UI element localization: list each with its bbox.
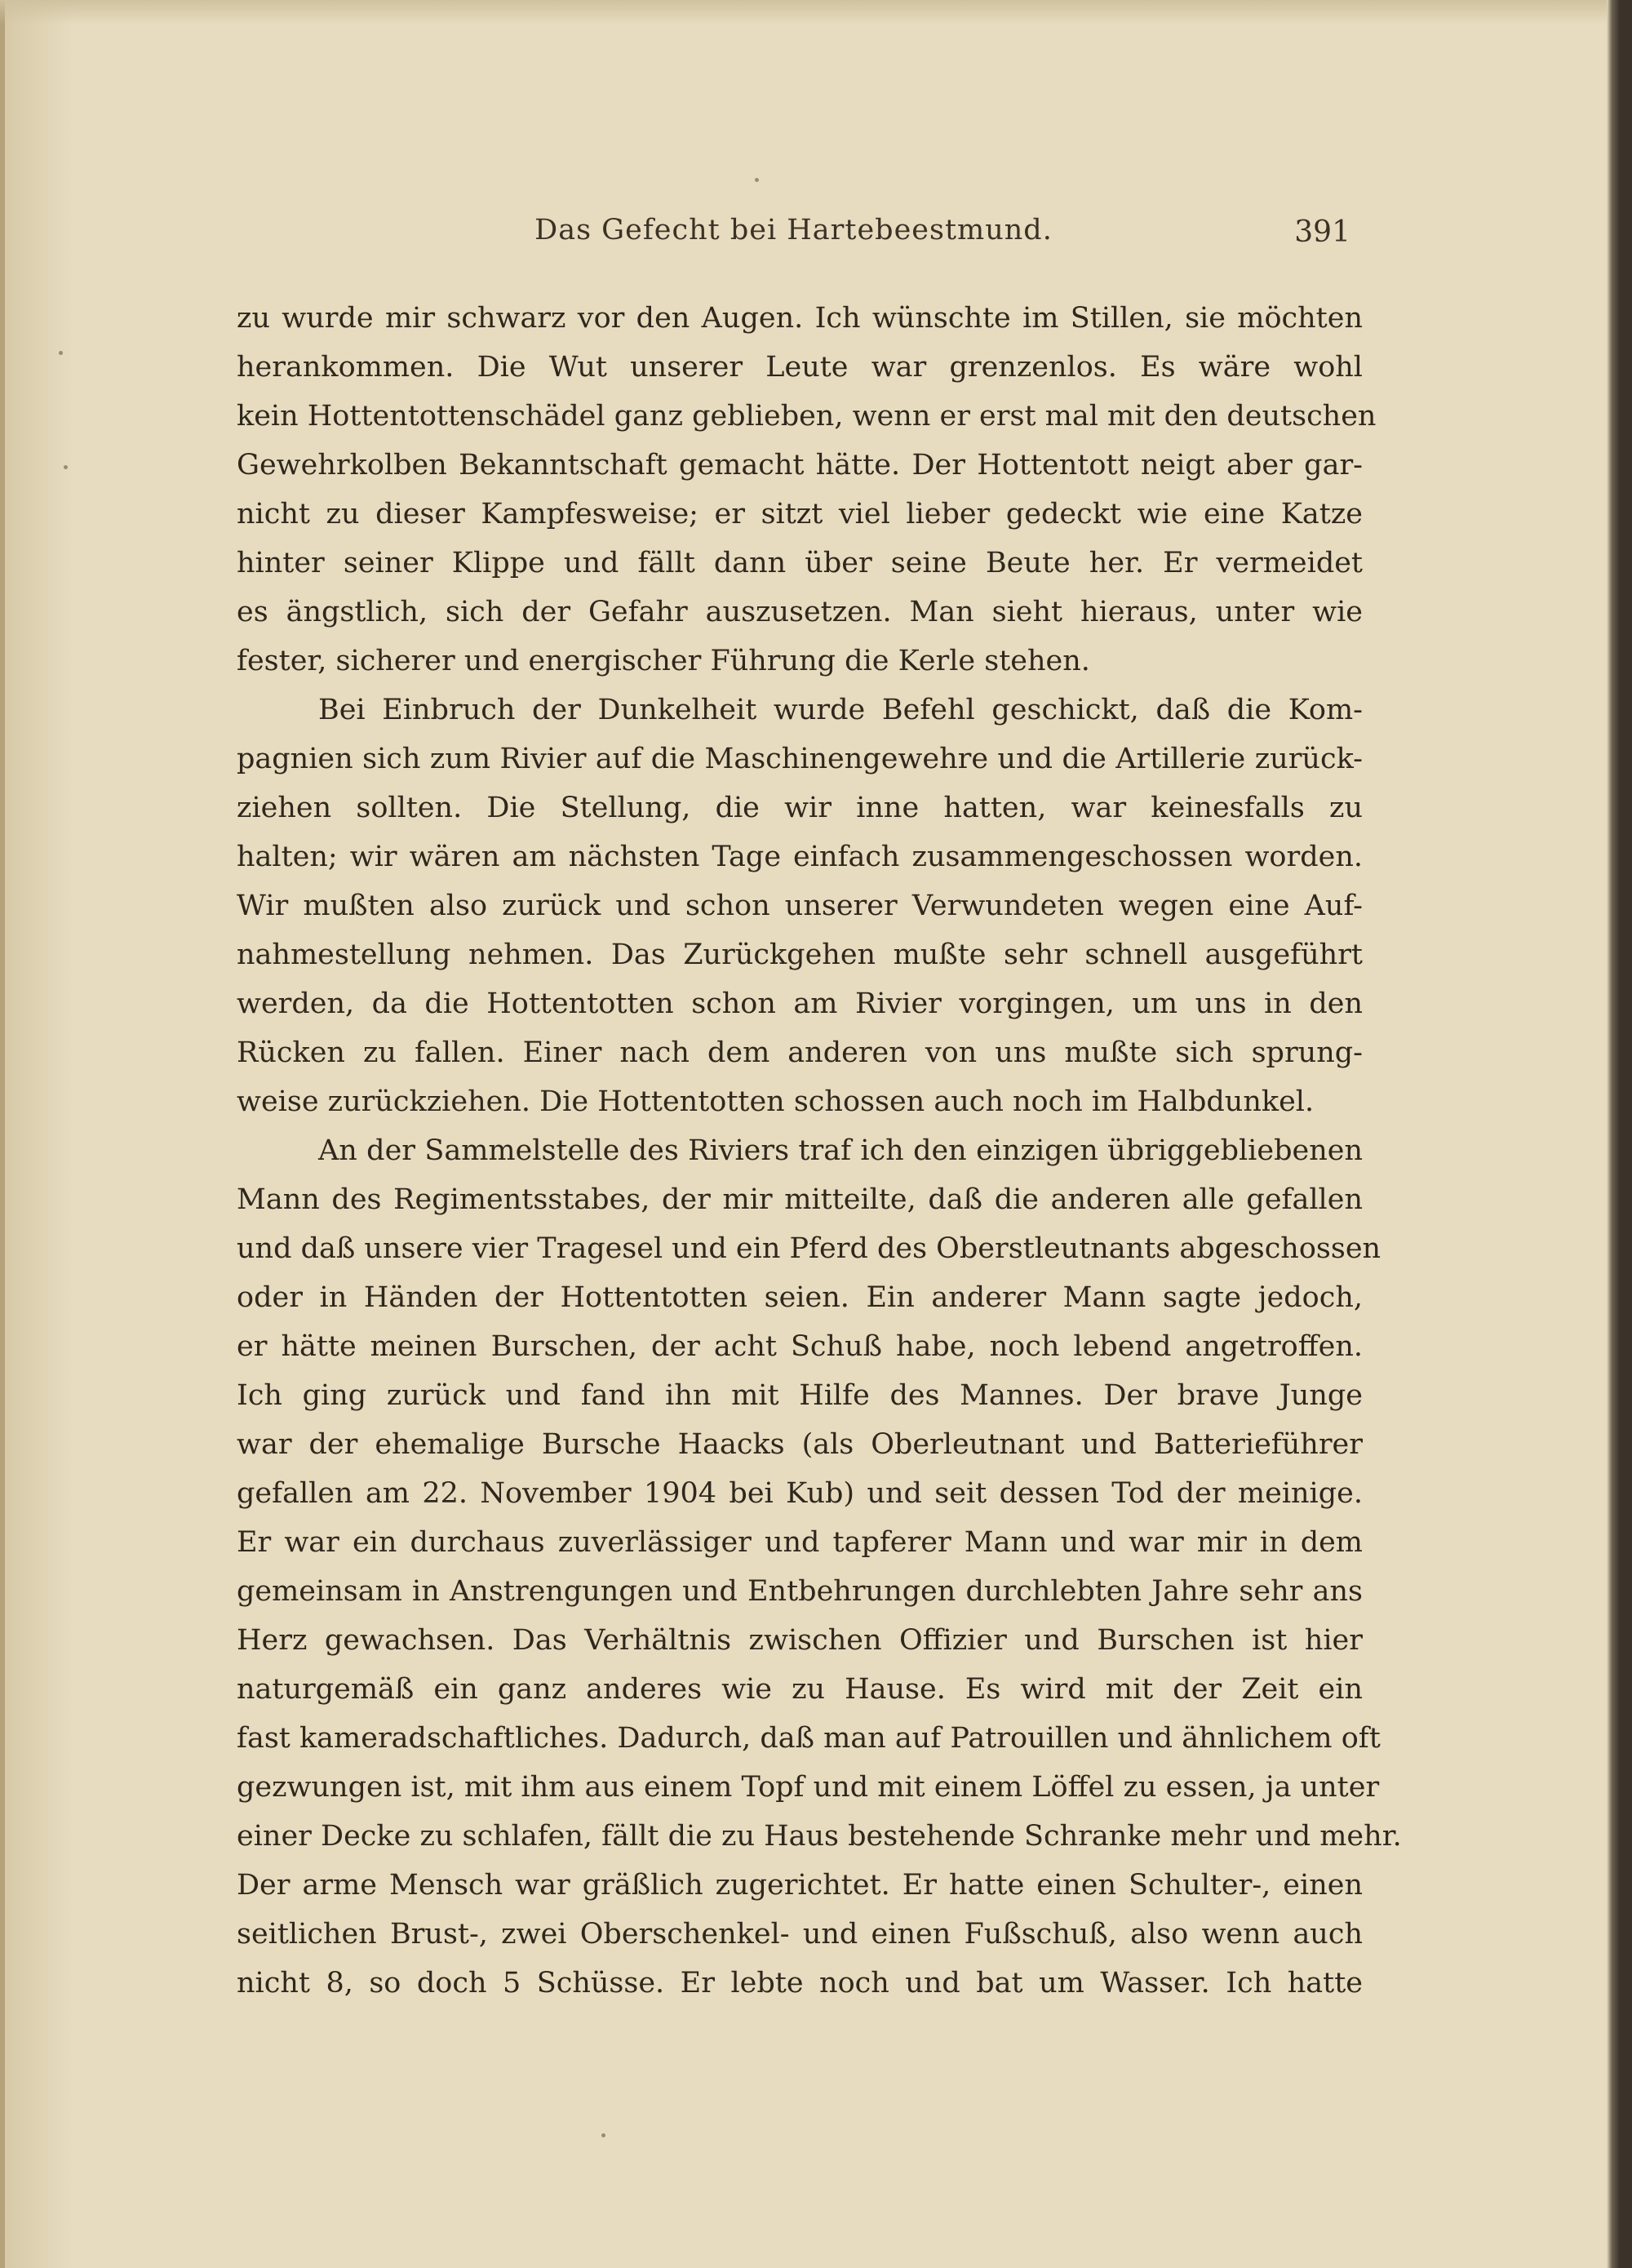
- binding-edge: [0, 0, 5, 2268]
- text-line: einer Decke zu schlafen, fällt die zu Haus bestehende Schranke mehr und mehr.: [237, 1820, 1402, 1853]
- running-title: Das Gefecht bei Hartebeestmund.: [534, 214, 1053, 246]
- text-line: Ich ging zurück und fand ihn mit Hilfe des Mannes. Der brave Junge: [237, 1379, 1363, 1412]
- text-line: ziehen sollten. Die Stellung, die wir inne hatten, war keinesfalls zu: [237, 792, 1363, 824]
- body-text: [237, 294, 1402, 2008]
- paper-speck: [59, 351, 63, 355]
- gutter-shadow: [0, 0, 73, 2268]
- text-line: halten; wir wären am nächsten Tage einfach zusammengeschossen worden.: [237, 841, 1363, 873]
- text-line: gemeinsam in Anstrengungen und Entbehrungen durchlebten Jahre sehr ans: [237, 1575, 1363, 1608]
- paper-speck: [64, 465, 68, 469]
- text-line: naturgemäß ein ganz anderes wie zu Hause. Es wird mit der Zeit ein: [237, 1673, 1363, 1706]
- text-line: Gewehrkolben Bekanntschaft gemacht hätte. Der Hottentott neigt aber gar-: [237, 449, 1363, 482]
- text-line: gefallen am 22. November 1904 bei Kub) und seit dessen Tod der meinige.: [237, 1477, 1363, 1510]
- page-number: 391: [1294, 215, 1350, 249]
- text-line: pagnien sich zum Rivier auf die Maschinengewehre und die Artillerie zurück-: [237, 743, 1363, 775]
- text-line: Rücken zu fallen. Einer nach dem anderen von uns mußte sich sprung-: [237, 1036, 1363, 1069]
- text-line: hinter seiner Klippe und fällt dann über seine Beute her. Er vermeidet: [237, 547, 1363, 579]
- page-edge: [1607, 0, 1620, 2268]
- text-line: herankommen. Die Wut unserer Leute war grenzenlos. Es wäre wohl: [237, 351, 1363, 384]
- text-line: es ängstlich, sich der Gefahr auszusetzen. Man sieht hieraus, unter wie: [237, 596, 1363, 628]
- text-line: kein Hottentottenschädel ganz geblieben, wenn er erst mal mit den deutschen: [237, 400, 1377, 433]
- text-line: Bei Einbruch der Dunkelheit wurde Befehl geschickt, daß die Kom-: [318, 694, 1363, 726]
- text-line: war der ehemalige Bursche Haacks (als Oberleutnant und Batterieführer: [237, 1428, 1363, 1461]
- text-line: zu wurde mir schwarz vor den Augen. Ich wünschte im Stillen, sie möchten: [237, 302, 1363, 335]
- top-edge-shadow: [0, 0, 1620, 24]
- text-line: nicht zu dieser Kampfesweise; er sitzt viel lieber gedeckt wie eine Katze: [237, 498, 1363, 530]
- text-line: fast kameradschaftliches. Dadurch, daß man auf Patrouillen und ähnlichem oft: [237, 1722, 1381, 1755]
- text-line: Der arme Mensch war gräßlich zugerichtet. Er hatte einen Schulter-, einen: [237, 1869, 1363, 1902]
- paper-speck: [755, 178, 759, 182]
- text-line: oder in Händen der Hottentotten seien. Ein anderer Mann sagte jedoch,: [237, 1281, 1363, 1314]
- text-line: Mann des Regimentsstabes, der mir mitteilte, daß die anderen alle gefallen: [237, 1183, 1363, 1216]
- text-line: seitlichen Brust-, zwei Oberschenkel- und einen Fußschuß, also wenn auch: [237, 1918, 1363, 1951]
- text-line: gezwungen ist, mit ihm aus einem Topf und mit einem Löffel zu essen, ja unter: [237, 1771, 1380, 1804]
- text-line: Wir mußten also zurück und schon unserer Verwundeten wegen eine Auf-: [237, 890, 1363, 922]
- text-line: Herz gewachsen. Das Verhältnis zwischen Offizier und Burschen ist hier: [237, 1624, 1363, 1657]
- text-line: werden, da die Hottentotten schon am Rivier vorgingen, um uns in den: [237, 988, 1363, 1020]
- text-line: und daß unsere vier Tragesel und ein Pferd des Oberstleutnants abgeschossen: [237, 1232, 1381, 1265]
- text-line: nahmestellung nehmen. Das Zurückgehen mußte sehr schnell ausgeführt: [237, 939, 1363, 971]
- paper-speck: [601, 2133, 605, 2137]
- text-line: nicht 8, so doch 5 Schüsse. Er lebte noch und bat um Wasser. Ich hatte: [237, 1967, 1363, 1999]
- text-line: fester, sicherer und energischer Führung die Kerle stehen.: [237, 645, 1090, 677]
- text-line: Er war ein durchaus zuverlässiger und tapferer Mann und war mir in dem: [237, 1526, 1363, 1559]
- text-line: weise zurückziehen. Die Hottentotten schossen auch noch im Halbdunkel.: [237, 1085, 1315, 1118]
- text-line: An der Sammelstelle des Riviers traf ich den einzigen übriggebliebenen: [318, 1134, 1363, 1167]
- text-line: er hätte meinen Burschen, der acht Schuß habe, noch lebend angetroffen.: [237, 1330, 1363, 1363]
- running-head: [237, 214, 1350, 263]
